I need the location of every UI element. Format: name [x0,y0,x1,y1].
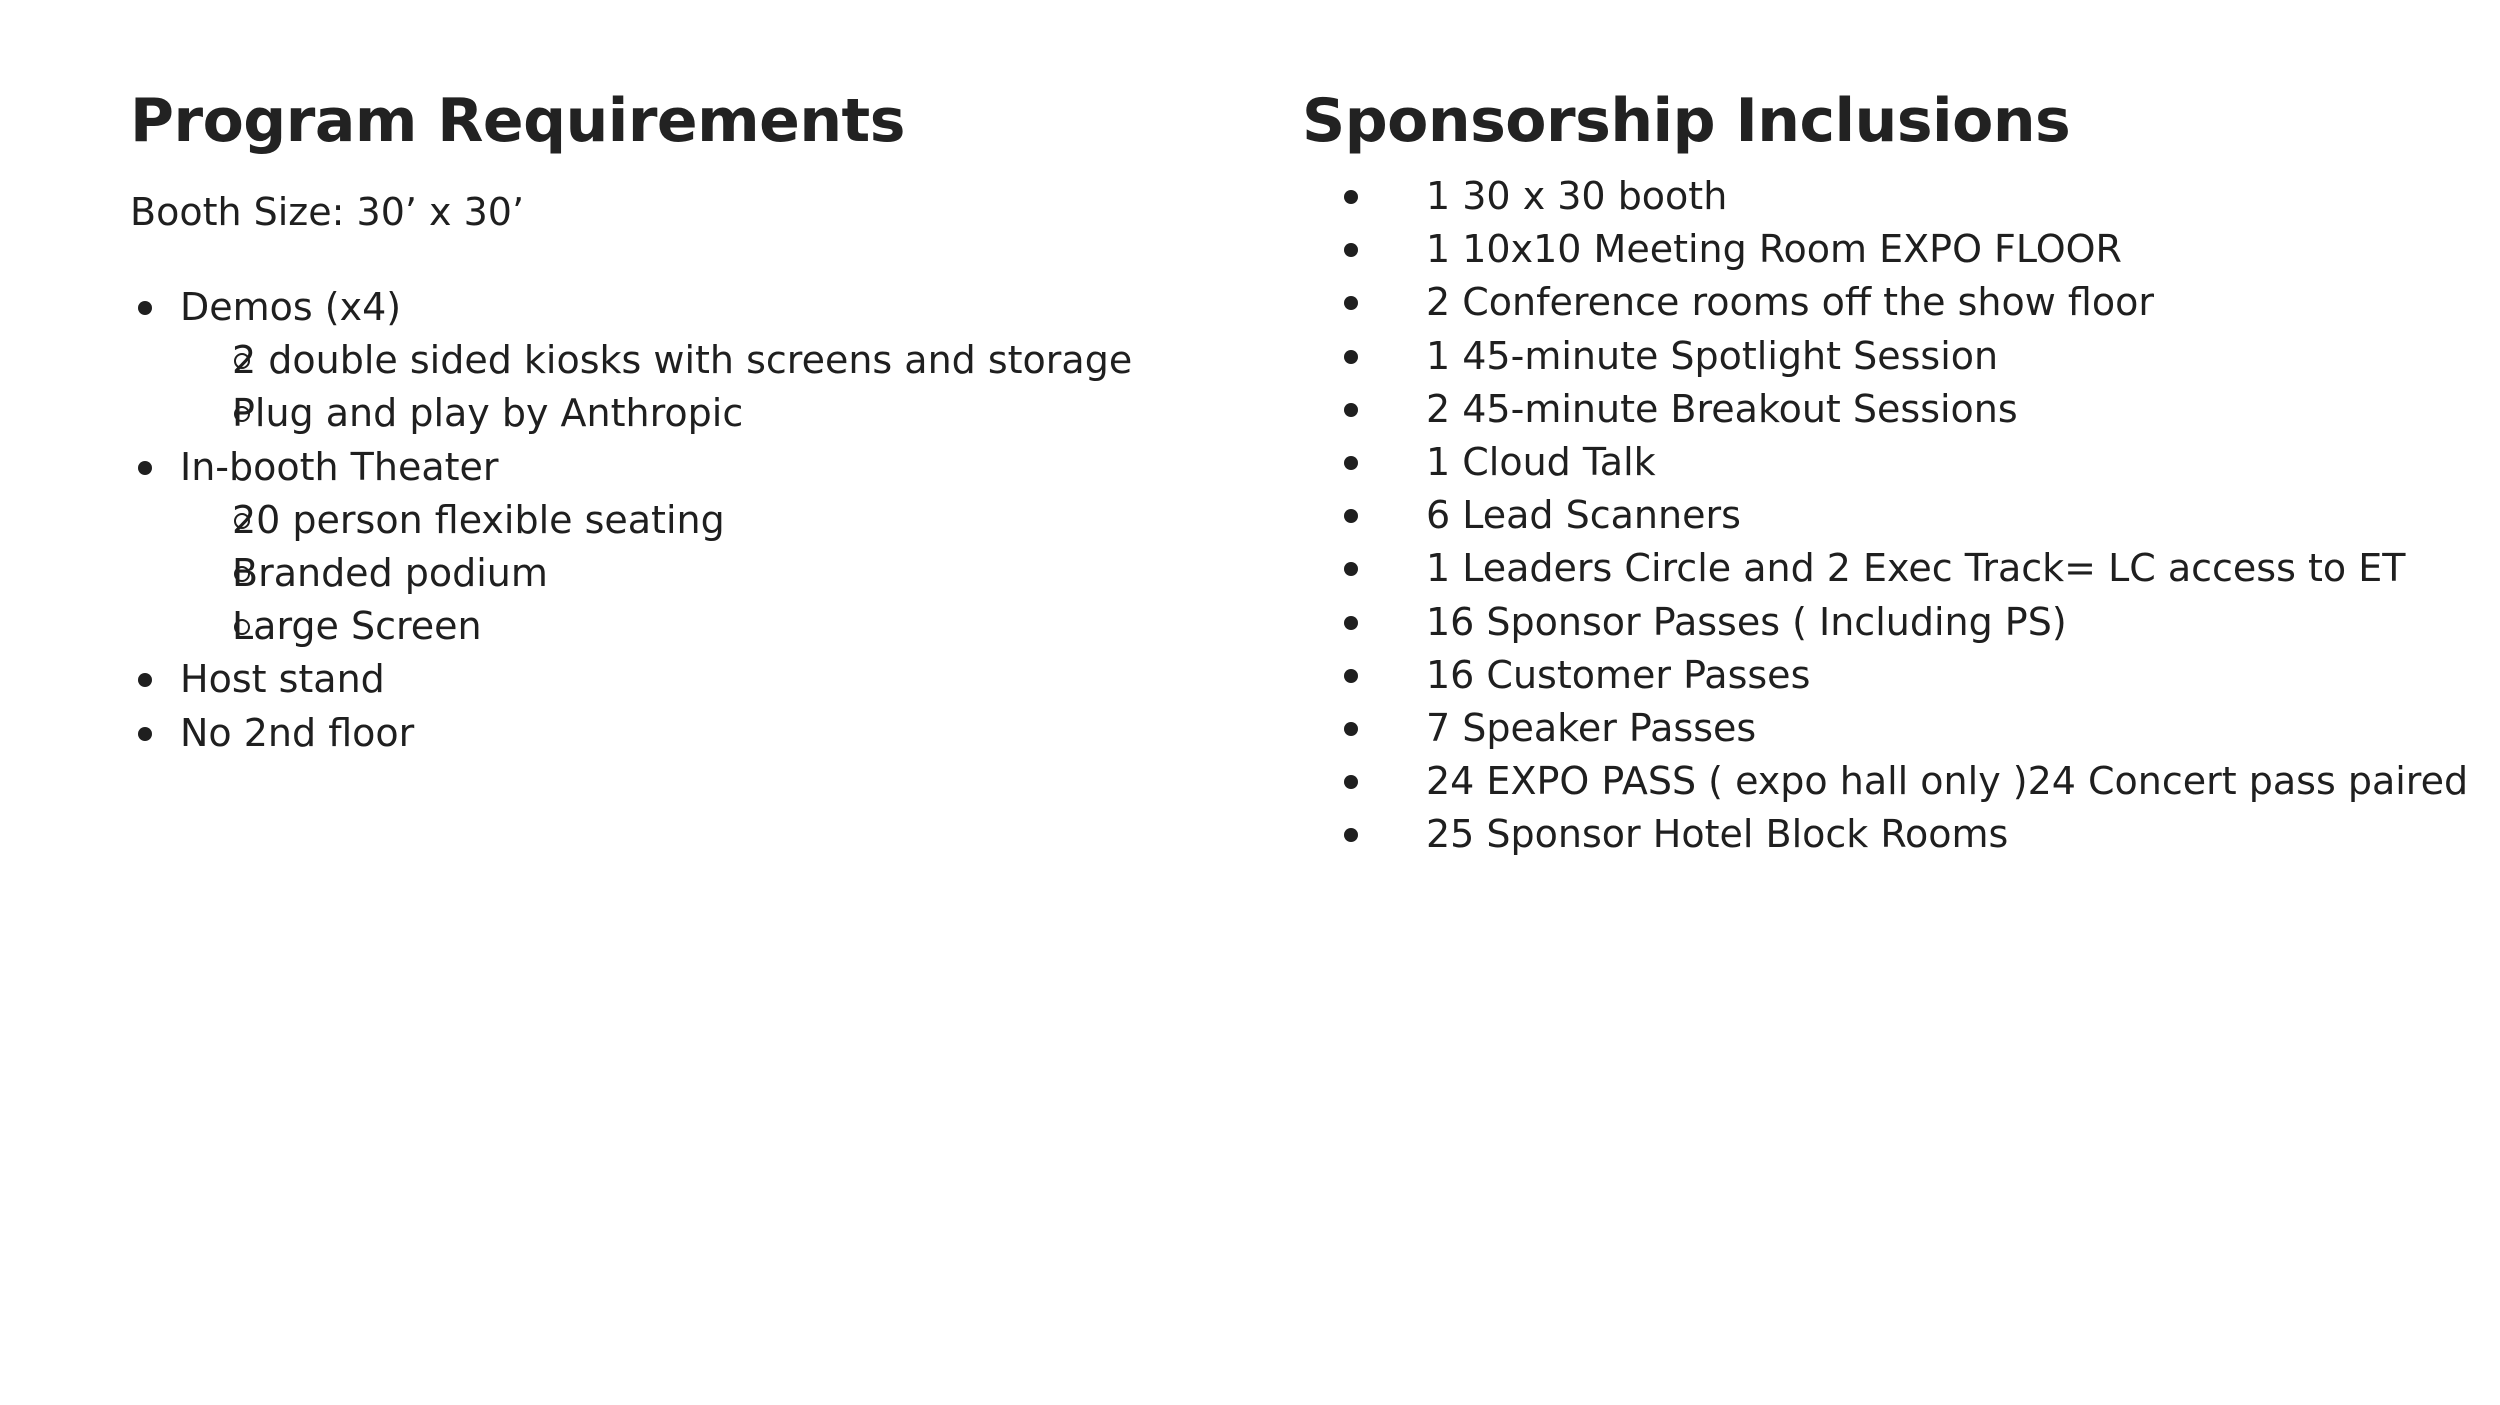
hollow-bullet-icon [234,513,250,529]
list-item-label: 24 EXPO PASS ( expo hall only )24 Concert pass paired [1426,759,2469,804]
list-item-label: 2 45-minute Breakout Sessions [1426,386,2018,431]
list-item [1302,542,2482,595]
list-item [1302,649,2482,702]
booth-size-text: Booth Size: 30’ x 30’ [130,190,525,234]
bullet-icon [138,301,152,315]
list-item-label: No 2nd floor [180,710,415,755]
hollow-bullet-icon [234,566,250,582]
bullet-icon [1344,616,1358,630]
list-item [1302,383,2482,436]
sub-list-item-label: 20 person flexible seating [232,497,725,542]
sponsorship-inclusions-section [1302,80,2482,862]
list-item [1302,223,2482,276]
bullet-icon [1344,509,1358,523]
bullet-icon [1344,296,1358,310]
bullet-icon [138,727,152,741]
program-requirements-title: Program Requirements [130,86,905,156]
sub-list-item-label: Plug and play by Anthropic [232,391,744,436]
bullet-icon [1344,243,1358,257]
bullet-icon [138,673,152,687]
sponsorship-inclusions-title: Sponsorship Inclusions [1302,86,2071,156]
list-item-label: In-booth Theater [180,444,499,489]
list-item-label: 16 Customer Passes [1426,652,1811,697]
list-item-label: 16 Sponsor Passes ( Including PS) [1426,599,2067,644]
list-item [1302,489,2482,542]
sub-list-item [130,494,1280,547]
list-item-label: Host stand [180,657,385,702]
sub-list-item-label: Large Screen [232,604,482,649]
sub-list-item-label: 2 double sided kiosks with screens and storage [232,338,1133,383]
bullet-icon [138,461,152,475]
list-item-label: 1 10x10 Meeting Room EXPO FLOOR [1426,227,2122,272]
bullet-icon [1344,456,1358,470]
sub-list-item [130,334,1280,387]
list-item [1302,276,2482,329]
list-item [130,653,1280,706]
sponsorship-inclusions-list [1302,170,2482,862]
list-item [130,281,1280,441]
sub-list-item [130,600,1280,653]
sub-list-item-label: Branded podium [232,551,548,596]
bullet-icon [1344,775,1358,789]
bullet-icon [1344,562,1358,576]
program-requirements-list [130,281,1280,760]
bullet-icon [1344,669,1358,683]
list-item-label: 1 Leaders Circle and 2 Exec Track= LC access to ET [1426,546,2406,591]
list-item-label: 1 45-minute Spotlight Session [1426,333,1999,378]
list-item-label: 2 Conference rooms off the show floor [1426,280,2154,325]
list-item-label: 1 30 x 30 booth [1426,174,1728,218]
bullet-icon [1344,828,1358,842]
list-item [130,707,1280,760]
list-item [1302,808,2482,861]
program-requirements-section [130,80,1280,760]
list-item [1302,702,2482,755]
list-item-label: Demos (x4) [180,285,402,329]
sub-list [180,494,1280,654]
list-item [1302,330,2482,383]
bullet-icon [1344,403,1358,417]
sub-list [180,334,1280,440]
bullet-icon [1344,722,1358,736]
bullet-icon [1344,190,1358,204]
list-item [1302,436,2482,489]
list-item-label: 7 Speaker Passes [1426,706,1757,751]
sub-list-item [130,387,1280,440]
list-item [1302,170,2482,223]
list-item [1302,755,2482,808]
list-item [130,441,1280,654]
list-item-label: 25 Sponsor Hotel Block Rooms [1426,812,2009,857]
list-item-label: 1 Cloud Talk [1426,440,1656,485]
bullet-icon [1344,350,1358,364]
sub-list-item [130,547,1280,600]
list-item [1302,596,2482,649]
list-item-label: 6 Lead Scanners [1426,493,1741,538]
